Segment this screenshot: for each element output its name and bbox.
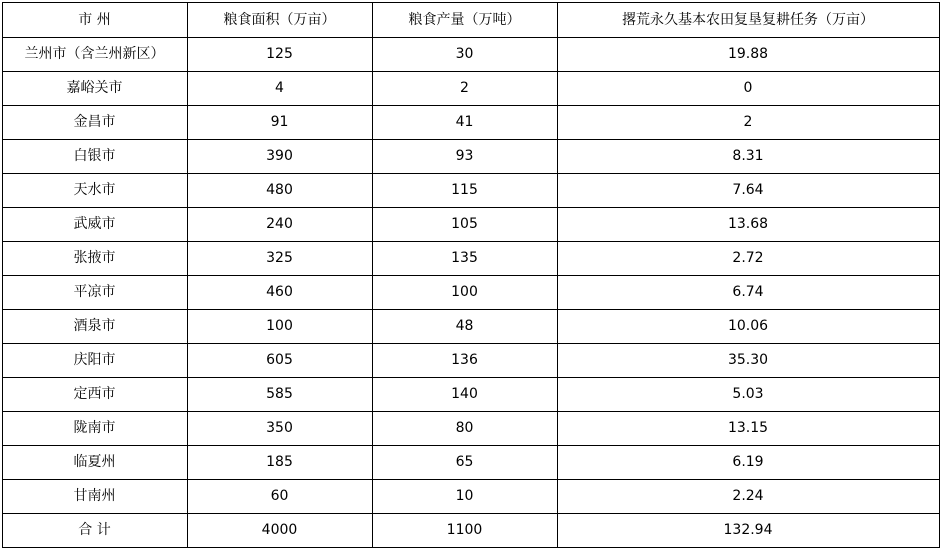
cell-region: 武威市 (2, 208, 187, 242)
cell-grain-area: 605 (187, 344, 372, 378)
column-header-grain-output: 粮食产量（万吨） (372, 3, 557, 38)
column-header-region: 市 州 (2, 3, 187, 38)
cell-grain-output: 65 (372, 446, 557, 480)
table-row (2, 378, 939, 412)
cell-region: 金昌市 (2, 106, 187, 140)
cell-region: 白银市 (2, 140, 187, 174)
cell-reclamation-task: 13.15 (557, 412, 939, 446)
cell-reclamation-task: 8.31 (557, 140, 939, 174)
cell-reclamation-task: 6.74 (557, 276, 939, 310)
table-row (2, 480, 939, 514)
cell-region: 庆阳市 (2, 344, 187, 378)
cell-reclamation-task: 0 (557, 72, 939, 106)
cell-reclamation-task: 35.30 (557, 344, 939, 378)
cell-grain-output: 2 (372, 72, 557, 106)
cell-reclamation-task: 6.19 (557, 446, 939, 480)
cell-region: 陇南市 (2, 412, 187, 446)
cell-region: 临夏州 (2, 446, 187, 480)
cell-grain-output: 100 (372, 276, 557, 310)
table-row (2, 412, 939, 446)
cell-grain-output: 105 (372, 208, 557, 242)
cell-reclamation-task: 2.24 (557, 480, 939, 514)
column-header-reclamation-task: 撂荒永久基本农田复垦复耕任务（万亩） (557, 3, 939, 38)
cell-grain-output: 115 (372, 174, 557, 208)
table-body (2, 38, 939, 548)
cell-grain-area: 390 (187, 140, 372, 174)
cell-grain-output: 48 (372, 310, 557, 344)
cell-grain-area: 91 (187, 106, 372, 140)
cell-region: 平凉市 (2, 276, 187, 310)
cell-region: 嘉峪关市 (2, 72, 187, 106)
cell-reclamation-task: 19.88 (557, 38, 939, 72)
cell-grain-output-total: 1100 (372, 514, 557, 548)
cell-region: 酒泉市 (2, 310, 187, 344)
cell-reclamation-task: 13.68 (557, 208, 939, 242)
cell-grain-output: 140 (372, 378, 557, 412)
grain-allocation-table (2, 2, 940, 548)
cell-reclamation-task: 2.72 (557, 242, 939, 276)
table-header (2, 3, 939, 38)
cell-grain-output: 41 (372, 106, 557, 140)
cell-grain-output: 135 (372, 242, 557, 276)
cell-grain-area: 4 (187, 72, 372, 106)
cell-grain-output: 10 (372, 480, 557, 514)
cell-grain-area: 100 (187, 310, 372, 344)
table-row (2, 242, 939, 276)
table-row (2, 208, 939, 242)
cell-grain-area: 480 (187, 174, 372, 208)
cell-reclamation-task: 2 (557, 106, 939, 140)
cell-grain-output: 80 (372, 412, 557, 446)
table-row-total (2, 514, 939, 548)
cell-region: 兰州市（含兰州新区） (2, 38, 187, 72)
cell-grain-area: 325 (187, 242, 372, 276)
cell-grain-output: 30 (372, 38, 557, 72)
table-row (2, 72, 939, 106)
cell-grain-area: 60 (187, 480, 372, 514)
table-row (2, 310, 939, 344)
cell-grain-area: 350 (187, 412, 372, 446)
cell-region: 张掖市 (2, 242, 187, 276)
cell-reclamation-task: 10.06 (557, 310, 939, 344)
column-header-grain-area: 粮食面积（万亩） (187, 3, 372, 38)
cell-region: 甘南州 (2, 480, 187, 514)
cell-region: 天水市 (2, 174, 187, 208)
cell-reclamation-task: 5.03 (557, 378, 939, 412)
cell-grain-area: 585 (187, 378, 372, 412)
cell-region-total-label: 合 计 (2, 514, 187, 548)
table-header-row (2, 3, 939, 38)
table-row (2, 38, 939, 72)
cell-reclamation-task: 7.64 (557, 174, 939, 208)
cell-grain-output: 93 (372, 140, 557, 174)
cell-grain-area: 185 (187, 446, 372, 480)
cell-grain-area: 240 (187, 208, 372, 242)
table-row (2, 446, 939, 480)
cell-grain-area-total: 4000 (187, 514, 372, 548)
table-row (2, 106, 939, 140)
cell-grain-output: 136 (372, 344, 557, 378)
cell-grain-area: 125 (187, 38, 372, 72)
table-row (2, 344, 939, 378)
cell-reclamation-task-total: 132.94 (557, 514, 939, 548)
table-row (2, 174, 939, 208)
table-row (2, 276, 939, 310)
cell-region: 定西市 (2, 378, 187, 412)
table-row (2, 140, 939, 174)
cell-grain-area: 460 (187, 276, 372, 310)
